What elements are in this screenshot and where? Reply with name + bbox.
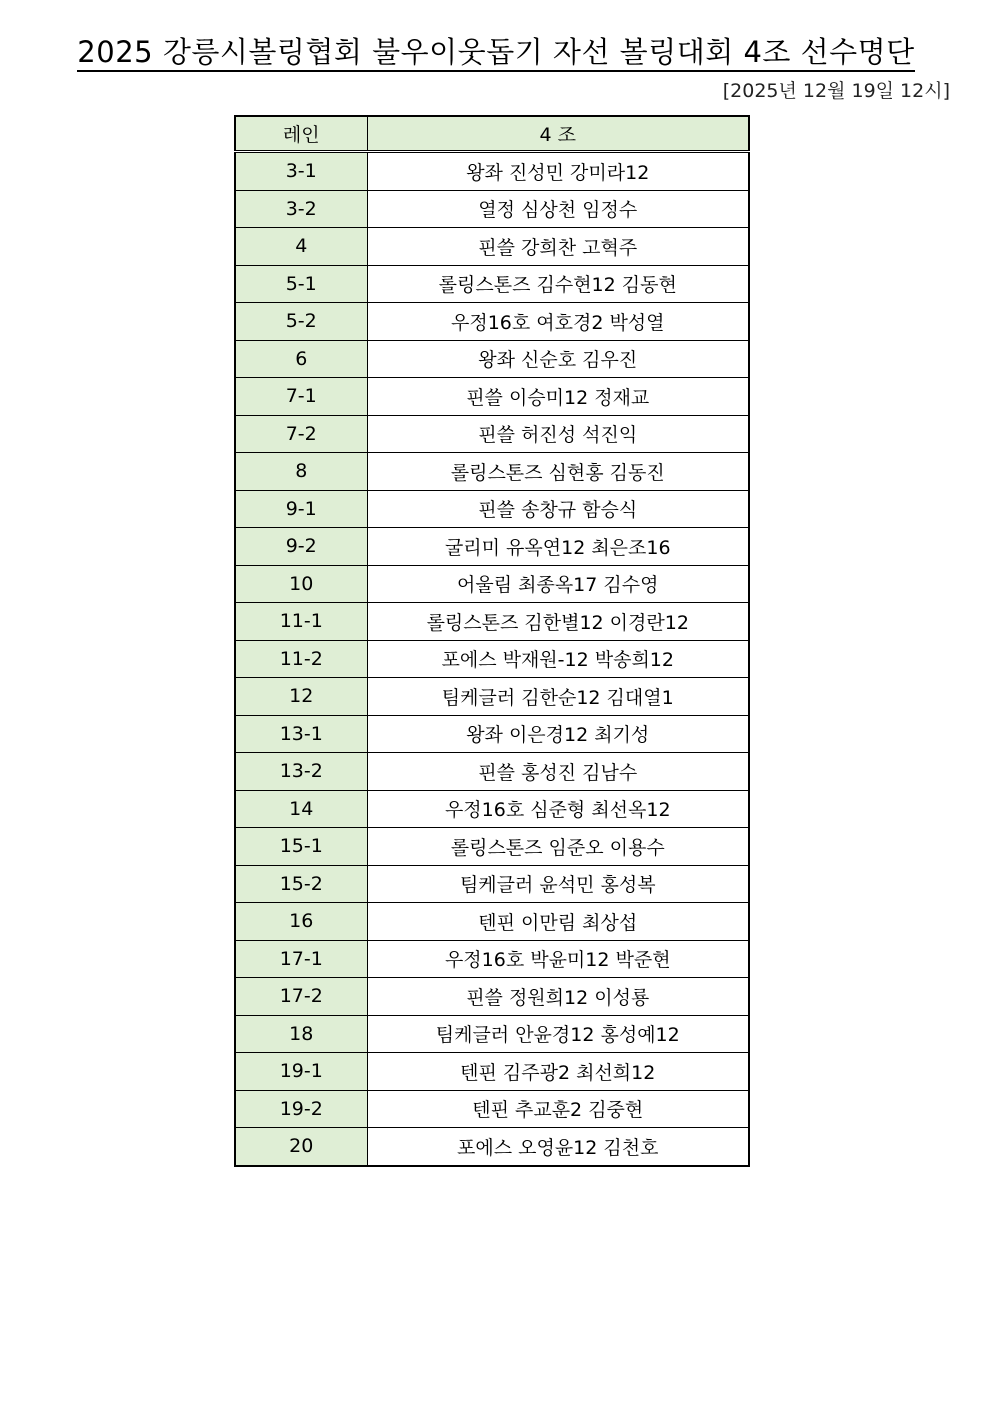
lane-cell: 16 bbox=[235, 903, 367, 941]
roster-header-row bbox=[235, 116, 749, 152]
table-row bbox=[235, 903, 749, 941]
lane-cell: 11-2 bbox=[235, 640, 367, 678]
lane-cell: 5-1 bbox=[235, 265, 367, 303]
table-row bbox=[235, 1015, 749, 1053]
team-cell: 왕좌 이은경12 최기성 bbox=[367, 715, 749, 753]
table-row bbox=[235, 790, 749, 828]
team-cell: 핀쓸 이승미12 정재교 bbox=[367, 378, 749, 416]
table-row bbox=[235, 753, 749, 791]
table-row bbox=[235, 528, 749, 566]
team-cell: 팀케글러 김한순12 김대열1 bbox=[367, 678, 749, 716]
document-title bbox=[0, 34, 992, 70]
team-cell: 포에스 오영윤12 김천호 bbox=[367, 1128, 749, 1166]
table-row bbox=[235, 940, 749, 978]
table-row bbox=[235, 190, 749, 228]
table-row bbox=[235, 415, 749, 453]
table-row bbox=[235, 490, 749, 528]
table-row bbox=[235, 265, 749, 303]
table-row bbox=[235, 152, 749, 191]
lane-cell: 20 bbox=[235, 1128, 367, 1166]
table-row bbox=[235, 1128, 749, 1166]
lane-column-header: 레인 bbox=[235, 116, 367, 152]
table-row bbox=[235, 678, 749, 716]
table-row bbox=[235, 228, 749, 266]
roster-table bbox=[234, 115, 750, 1167]
team-cell: 핀쓸 정원희12 이성룡 bbox=[367, 978, 749, 1016]
team-cell: 열정 심상천 임정수 bbox=[367, 190, 749, 228]
team-cell: 어울림 최종옥17 김수영 bbox=[367, 565, 749, 603]
lane-cell: 19-2 bbox=[235, 1090, 367, 1128]
table-row bbox=[235, 640, 749, 678]
team-column-header: 4 조 bbox=[367, 116, 749, 152]
lane-cell: 4 bbox=[235, 228, 367, 266]
table-row bbox=[235, 978, 749, 1016]
team-cell: 텐핀 김주광2 최선희12 bbox=[367, 1053, 749, 1091]
document-title-text: 2025 강릉시볼링협회 불우이웃돕기 자선 볼링대회 4조 선수명단 bbox=[77, 35, 914, 72]
lane-cell: 11-1 bbox=[235, 603, 367, 641]
document-date: [2025년 12월 19일 12시] bbox=[722, 80, 950, 102]
lane-cell: 9-2 bbox=[235, 528, 367, 566]
lane-cell: 13-1 bbox=[235, 715, 367, 753]
team-cell: 우정16호 여호경2 박성열 bbox=[367, 303, 749, 341]
lane-cell: 6 bbox=[235, 340, 367, 378]
team-cell: 롤링스톤즈 김수현12 김동현 bbox=[367, 265, 749, 303]
team-cell: 롤링스톤즈 김한별12 이경란12 bbox=[367, 603, 749, 641]
table-row bbox=[235, 715, 749, 753]
table-row bbox=[235, 565, 749, 603]
lane-cell: 15-2 bbox=[235, 865, 367, 903]
roster-body bbox=[235, 152, 749, 1166]
lane-cell: 8 bbox=[235, 453, 367, 491]
team-cell: 팀케글러 안윤경12 홍성예12 bbox=[367, 1015, 749, 1053]
lane-cell: 14 bbox=[235, 790, 367, 828]
lane-cell: 3-1 bbox=[235, 152, 367, 191]
table-row bbox=[235, 303, 749, 341]
team-cell: 텐핀 이만림 최상섭 bbox=[367, 903, 749, 941]
team-cell: 텐핀 추교훈2 김중현 bbox=[367, 1090, 749, 1128]
lane-cell: 9-1 bbox=[235, 490, 367, 528]
table-row bbox=[235, 453, 749, 491]
lane-cell: 5-2 bbox=[235, 303, 367, 341]
lane-cell: 7-2 bbox=[235, 415, 367, 453]
table-row bbox=[235, 1053, 749, 1091]
team-cell: 왕좌 신순호 김우진 bbox=[367, 340, 749, 378]
lane-cell: 17-1 bbox=[235, 940, 367, 978]
table-row bbox=[235, 828, 749, 866]
lane-cell: 10 bbox=[235, 565, 367, 603]
lane-cell: 3-2 bbox=[235, 190, 367, 228]
lane-cell: 15-1 bbox=[235, 828, 367, 866]
lane-cell: 7-1 bbox=[235, 378, 367, 416]
team-cell: 왕좌 진성민 강미라12 bbox=[367, 152, 749, 191]
team-cell: 롤링스톤즈 임준오 이용수 bbox=[367, 828, 749, 866]
team-cell: 포에스 박재원-12 박송희12 bbox=[367, 640, 749, 678]
team-cell: 우정16호 박윤미12 박준현 bbox=[367, 940, 749, 978]
table-row bbox=[235, 1090, 749, 1128]
team-cell: 굴리미 유옥연12 최은조16 bbox=[367, 528, 749, 566]
team-cell: 우정16호 심준형 최선옥12 bbox=[367, 790, 749, 828]
table-row bbox=[235, 378, 749, 416]
team-cell: 핀쓸 송창규 함승식 bbox=[367, 490, 749, 528]
table-row bbox=[235, 865, 749, 903]
lane-cell: 18 bbox=[235, 1015, 367, 1053]
team-cell: 핀쓸 강희찬 고혁주 bbox=[367, 228, 749, 266]
team-cell: 롤링스톤즈 심현홍 김동진 bbox=[367, 453, 749, 491]
lane-cell: 12 bbox=[235, 678, 367, 716]
team-cell: 팀케글러 윤석민 홍성복 bbox=[367, 865, 749, 903]
table-row bbox=[235, 603, 749, 641]
lane-cell: 17-2 bbox=[235, 978, 367, 1016]
team-cell: 핀쓸 홍성진 김남수 bbox=[367, 753, 749, 791]
team-cell: 핀쓸 허진성 석진익 bbox=[367, 415, 749, 453]
lane-cell: 19-1 bbox=[235, 1053, 367, 1091]
table-row bbox=[235, 340, 749, 378]
lane-cell: 13-2 bbox=[235, 753, 367, 791]
